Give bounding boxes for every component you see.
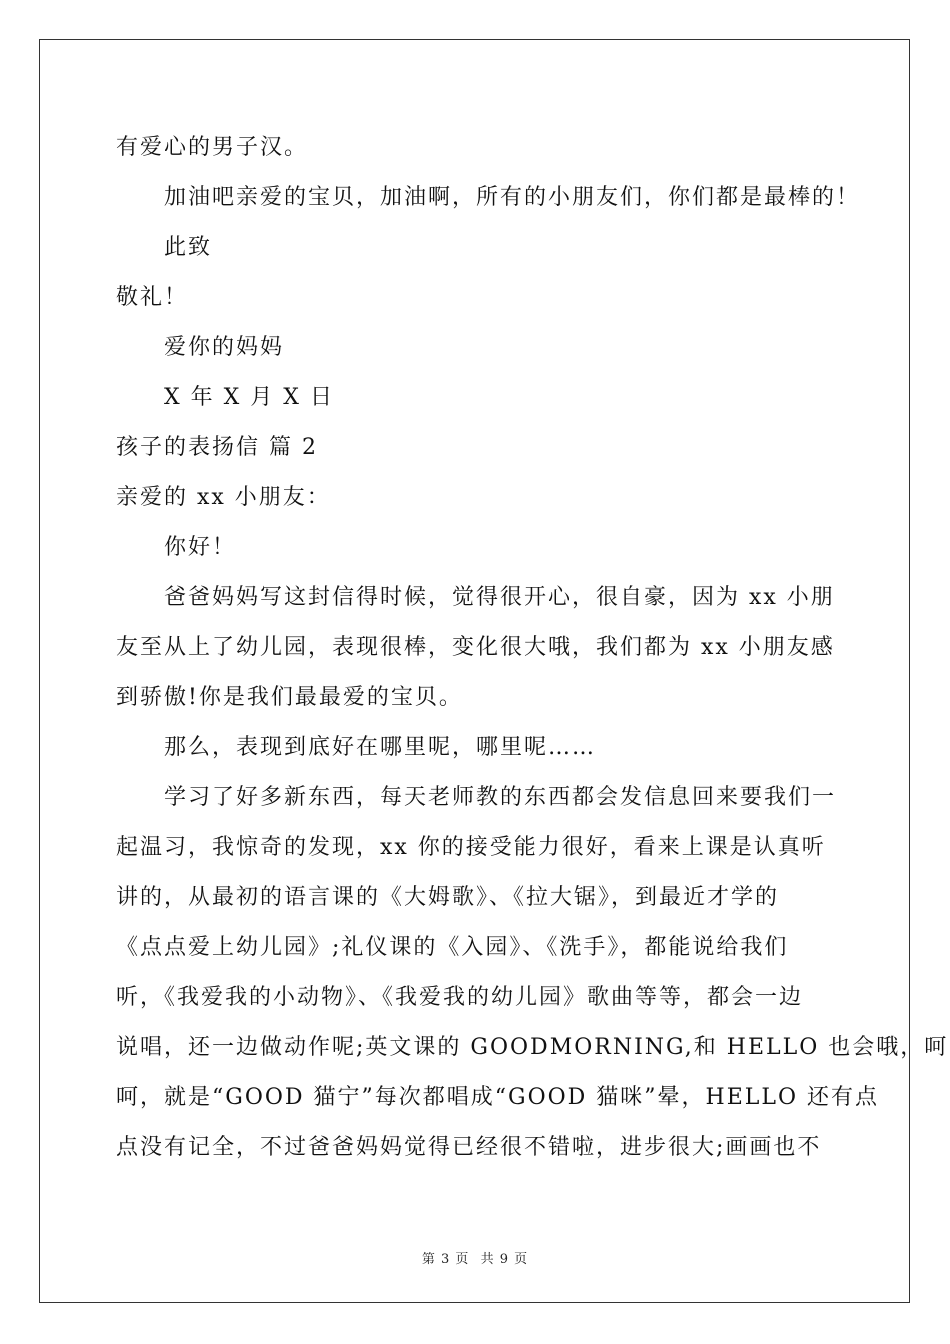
paragraph-line: 《点点爱上幼儿园》;礼仪课的《入园》、《洗手》，都能说给我们 [116,935,789,960]
paragraph-line: 说唱，还一边做动作呢;英文课的 GOODMORNING,和 HELLO 也会哦，呵 [116,1035,949,1060]
page-footer [0,1248,950,1267]
paragraph-line: 呵，就是“GOOD 猫宁”每次都唱成“GOOD 猫咪”晕，HELLO 还有点 [116,1085,880,1110]
date-line: X 年 X 月 X 日 [164,385,334,410]
paragraph-line: 学习了好多新东西，每天老师教的东西都会发信息回来要我们一 [164,785,837,810]
greeting: 你好！ [164,535,237,560]
section-heading: 孩子的表扬信 篇 2 [116,435,318,460]
paragraph-line: 友至从上了幼儿园，表现很棒，变化很大哦，我们都为 xx 小朋友感 [116,635,835,660]
encouragement-paragraph: 加油吧亲爱的宝贝，加油啊，所有的小朋友们，你们都是最棒的！ [164,185,861,210]
paragraph-line: 爸爸妈妈写这封信得时候，觉得很开心，很自豪，因为 xx 小朋 [164,585,835,610]
page-number: 第 3 页 [421,1252,470,1267]
signature: 爱你的妈妈 [164,335,285,360]
salutation: 亲爱的 xx 小朋友： [116,485,331,510]
closing-line-1: 此致 [164,235,213,260]
paragraph-line: 到骄傲!你是我们最最爱的宝贝。 [116,685,463,710]
paragraph-line: 那么，表现到底好在哪里呢，哪里呢…… [164,735,597,760]
page-border [39,39,910,1303]
paragraph-line: 讲的，从最初的语言课的《大姆歌》、《拉大锯》，到最近才学的 [116,885,780,910]
closing-line-2: 敬礼！ [116,285,189,310]
paragraph-line: 起温习，我惊奇的发现，xx 你的接受能力很好，看来上课是认真听 [116,835,826,860]
paragraph-line: 点没有记全，不过爸爸妈妈觉得已经很不错啦，进步很大;画画也不 [116,1135,822,1160]
paragraph-tail: 有爱心的男子汉。 [116,135,309,160]
paragraph-line: 听，《我爱我的小动物》、《我爱我的幼儿园》歌曲等等，都会一边 [116,985,804,1010]
page-total: 共 9 页 [480,1252,529,1267]
